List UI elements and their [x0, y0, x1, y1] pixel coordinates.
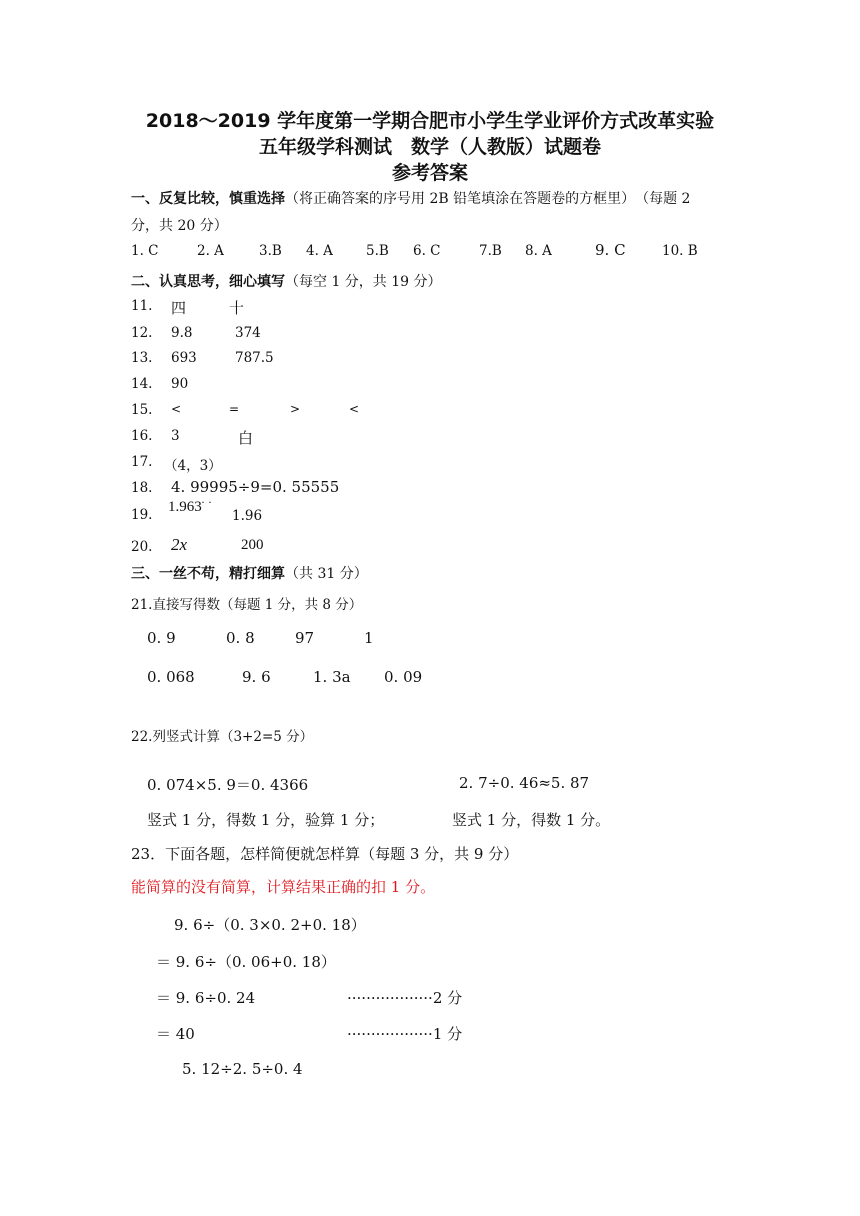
q12-answer-a: 9.8 [171, 325, 193, 341]
q19-answer-b: 1.96 [232, 508, 263, 524]
title-line-2: 五年级学科测试 数学（人教版）试题卷 [258, 136, 601, 158]
q20-number: 20. [131, 539, 153, 555]
q19-number: 19. [131, 507, 153, 523]
q20-answer-a: 2x [171, 535, 188, 554]
q23-title: 23．下面各题，怎样简便就怎样算（每题 3 分，共 9 分） [131, 845, 519, 863]
section1-heading [131, 188, 690, 208]
q15-answer-c: > [290, 402, 301, 416]
q23-step-4-score: ··················1 分 [347, 1025, 463, 1043]
answer-7: 7.B [479, 243, 502, 259]
answer-8: 8. A [525, 243, 552, 259]
q23-scoring-note: 能简算的没有简算，计算结果正确的扣 1 分。 [131, 878, 436, 896]
q14-answer-a: 90 [171, 376, 189, 392]
q21-row2-cell: 9. 6 [242, 668, 271, 686]
q21-row1-cell: 1 [364, 629, 374, 647]
q13-number: 13. [131, 350, 153, 366]
q22-left-equation: 0. 074×5. 9＝0. 4366 [147, 776, 309, 794]
title-line-3: 参考答案 [391, 162, 468, 184]
answer-1: 1. C [131, 243, 159, 259]
title-line-1: 2018～2019 学年度第一学期合肥市小学生学业评价方式改革实验 [145, 110, 715, 132]
q23-step-3: ＝ 9. 6÷0. 24 [156, 989, 256, 1007]
q18-number: 18. [131, 480, 153, 496]
section1-heading-bold: 一、反复比较，慎重选择 [131, 191, 285, 207]
q18-answer-a: 4. 99995÷9=0. 55555 [171, 478, 340, 496]
section2-heading-bold: 二、认真思考，细心填写 [131, 274, 285, 290]
section3-heading-rest: （共 31 分） [285, 566, 368, 582]
answer-5: 5.B [366, 243, 389, 259]
q21-row1-cell: 0. 9 [147, 629, 176, 647]
q21-row2-cell: 0. 09 [384, 668, 423, 686]
section2-heading [131, 271, 442, 291]
q23-step-2: ＝ 9. 6÷（0. 06+0. 18） [156, 953, 336, 971]
q16-answer-a: 3 [171, 428, 180, 444]
answer-9: 9. C [595, 241, 626, 259]
q23-next-problem: 5. 12÷2. 5÷0. 4 [182, 1060, 303, 1078]
q23-step-3-score: ··················2 分 [347, 989, 463, 1007]
answer-6: 6. C [413, 243, 441, 259]
q15-answer-b: = [229, 402, 240, 416]
repeating-dot-icon: · [208, 495, 212, 509]
q22-right-equation: 2. 7÷0. 46≈5. 87 [459, 774, 590, 792]
q14-number: 14. [131, 376, 153, 392]
q11-number: 11. [131, 298, 153, 314]
q16-answer-b: 白 [238, 429, 254, 447]
repeating-dot-icon: · [201, 495, 205, 509]
q21-row2-cell: 0. 068 [147, 668, 195, 686]
q21-title: 21.直接写得数（每题 1 分，共 8 分） [131, 597, 363, 613]
q15-answer-d: < [349, 402, 360, 416]
q21-row1-cell: 0. 8 [226, 629, 255, 647]
q16-number: 16. [131, 428, 153, 444]
section3-heading [131, 563, 368, 583]
answer-10: 10. B [662, 243, 698, 259]
answer-4: 4. A [306, 243, 333, 259]
q17-answer-a: （4，3） [164, 458, 222, 474]
q15-number: 15. [131, 402, 153, 418]
q21-row1-cell: 97 [295, 629, 315, 647]
section1-heading-rest: （将正确答案的序号用 2B 铅笔填涂在答题卷的方框里） （每题 2 [285, 191, 691, 207]
q19-answer-a-text: 1.963 [168, 499, 202, 515]
q12-answer-b: 374 [235, 325, 261, 341]
q12-number: 12. [131, 325, 153, 341]
q22-title: 22.列竖式计算（3+2=5 分） [131, 729, 314, 745]
q21-row2-cell: 1. 3a [313, 668, 351, 686]
q23-step-4: ＝ 40 [156, 1025, 195, 1043]
q11-answer-b: 十 [229, 299, 245, 317]
q22-right-note: 竖式 1 分，得数 1 分。 [452, 811, 611, 829]
answer-2: 2. A [197, 243, 224, 259]
q11-answer-a: 四 [171, 299, 187, 317]
q20-answer-b: 200 [241, 537, 264, 553]
q13-answer-b: 787.5 [235, 350, 274, 366]
section1-heading-cont: 分，共 20 分） [131, 218, 228, 234]
q23-step-1: 9. 6÷（0. 3×0. 2+0. 18） [174, 916, 366, 934]
q15-answer-a: < [171, 402, 182, 416]
section2-heading-rest: （每空 1 分，共 19 分） [285, 274, 442, 290]
answer-3: 3.B [259, 243, 282, 259]
q19-answer-a [168, 495, 212, 516]
q13-answer-a: 693 [171, 350, 197, 366]
q22-left-note: 竖式 1 分，得数 1 分，验算 1 分； [147, 811, 385, 829]
section3-heading-bold: 三、一丝不苟，精打细算 [131, 566, 285, 582]
q17-number: 17. [131, 454, 153, 470]
